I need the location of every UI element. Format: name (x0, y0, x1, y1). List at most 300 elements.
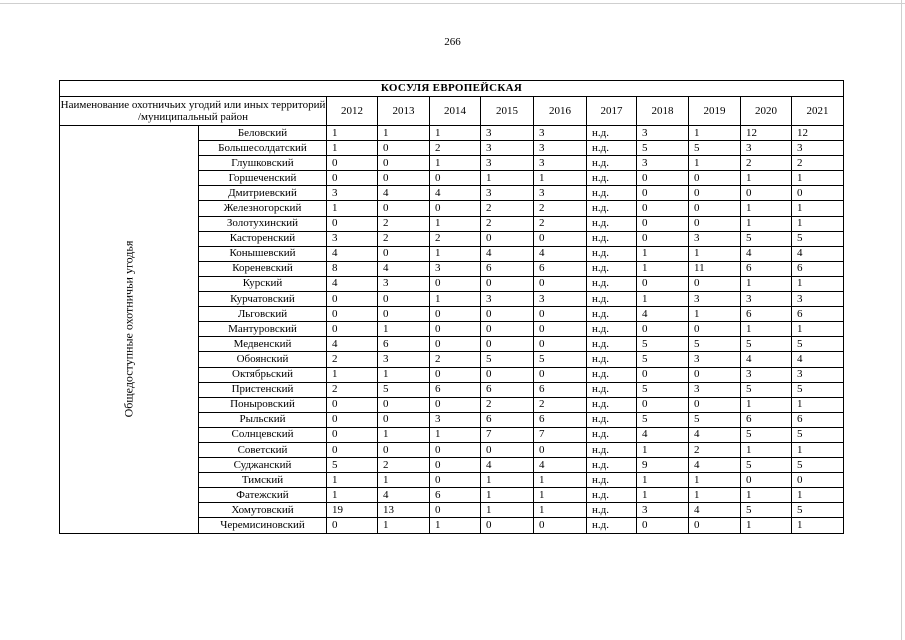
value-cell: 0 (792, 186, 844, 201)
value-cell: 0 (792, 473, 844, 488)
value-cell: 7 (534, 427, 587, 442)
value-cell: 1 (689, 126, 741, 141)
value-cell: 1 (534, 473, 587, 488)
value-cell: н.д. (587, 503, 637, 518)
district-name: Рыльский (199, 412, 327, 427)
value-cell: 4 (637, 307, 689, 322)
header-year: 2016 (534, 97, 587, 126)
value-cell: 5 (792, 231, 844, 246)
value-cell: 5 (637, 412, 689, 427)
value-cell: 1 (741, 201, 792, 216)
value-cell: 0 (430, 503, 481, 518)
district-name: Курчатовский (199, 292, 327, 307)
value-cell: н.д. (587, 473, 637, 488)
value-cell: 4 (327, 276, 378, 291)
value-cell: 1 (792, 518, 844, 533)
value-cell: 6 (534, 412, 587, 427)
value-cell: 12 (741, 126, 792, 141)
value-cell: 3 (534, 141, 587, 156)
district-name: Медвенский (199, 337, 327, 352)
value-cell: 1 (637, 246, 689, 261)
value-cell: 0 (430, 322, 481, 337)
value-cell: 4 (792, 352, 844, 367)
value-cell: 0 (637, 276, 689, 291)
value-cell: н.д. (587, 352, 637, 367)
value-cell: н.д. (587, 201, 637, 216)
value-cell: 6 (481, 261, 534, 276)
value-cell: 0 (430, 473, 481, 488)
value-cell: 1 (378, 427, 430, 442)
value-cell: 6 (481, 412, 534, 427)
value-cell: 0 (481, 518, 534, 533)
value-cell: 1 (637, 442, 689, 457)
value-cell: 4 (430, 186, 481, 201)
value-cell: 6 (741, 412, 792, 427)
value-cell: 3 (637, 156, 689, 171)
value-cell: н.д. (587, 261, 637, 276)
value-cell: н.д. (587, 141, 637, 156)
header-row (60, 97, 844, 126)
value-cell: н.д. (587, 458, 637, 473)
value-cell: 3 (327, 231, 378, 246)
value-cell: 0 (534, 367, 587, 382)
value-cell: 1 (534, 171, 587, 186)
value-cell: 1 (689, 246, 741, 261)
value-cell: 5 (792, 337, 844, 352)
value-cell: 0 (689, 397, 741, 412)
value-cell: 3 (481, 186, 534, 201)
value-cell: 6 (430, 382, 481, 397)
value-cell: 5 (481, 352, 534, 367)
value-cell: 0 (378, 156, 430, 171)
value-cell: 0 (637, 171, 689, 186)
value-cell: н.д. (587, 246, 637, 261)
value-cell: н.д. (587, 276, 637, 291)
value-cell: 0 (430, 276, 481, 291)
value-cell: 5 (637, 337, 689, 352)
value-cell: 0 (327, 156, 378, 171)
value-cell: 3 (741, 367, 792, 382)
value-cell: 1 (327, 126, 378, 141)
value-cell: 5 (741, 427, 792, 442)
value-cell: 0 (534, 337, 587, 352)
value-cell: 1 (637, 261, 689, 276)
value-cell: 4 (378, 261, 430, 276)
value-cell: 0 (481, 276, 534, 291)
value-cell: 4 (378, 488, 430, 503)
value-cell: 3 (378, 276, 430, 291)
header-year: 2017 (587, 97, 637, 126)
value-cell: 1 (792, 442, 844, 457)
value-cell: 0 (430, 442, 481, 457)
value-cell: 0 (534, 442, 587, 457)
value-cell: 7 (481, 427, 534, 442)
value-cell: 3 (792, 367, 844, 382)
header-year: 2020 (741, 97, 792, 126)
value-cell: 1 (430, 216, 481, 231)
value-cell: 1 (327, 488, 378, 503)
value-cell: 1 (792, 201, 844, 216)
value-cell: 0 (430, 458, 481, 473)
value-cell: 5 (327, 458, 378, 473)
value-cell: 4 (689, 458, 741, 473)
value-cell: 6 (430, 488, 481, 503)
district-name: Касторенский (199, 231, 327, 246)
value-cell: 4 (378, 186, 430, 201)
value-cell: 2 (430, 141, 481, 156)
value-cell: 0 (430, 201, 481, 216)
value-cell: 0 (327, 427, 378, 442)
value-cell: 1 (741, 276, 792, 291)
value-cell: 0 (378, 171, 430, 186)
value-cell: 2 (792, 156, 844, 171)
value-cell: 6 (534, 261, 587, 276)
value-cell: 2 (481, 397, 534, 412)
value-cell: 5 (741, 503, 792, 518)
value-cell: 0 (637, 216, 689, 231)
value-cell: 4 (689, 427, 741, 442)
value-cell: 1 (792, 276, 844, 291)
district-name: Железногорский (199, 201, 327, 216)
value-cell: 0 (637, 518, 689, 533)
value-cell: 2 (689, 442, 741, 457)
value-cell: 0 (481, 442, 534, 457)
value-cell: 1 (481, 171, 534, 186)
value-cell: 6 (792, 261, 844, 276)
value-cell: 1 (378, 126, 430, 141)
value-cell: 0 (481, 367, 534, 382)
value-cell: 1 (689, 488, 741, 503)
value-cell: 1 (327, 367, 378, 382)
value-cell: н.д. (587, 412, 637, 427)
value-cell: 1 (430, 292, 481, 307)
value-cell: 0 (327, 397, 378, 412)
district-name: Большесолдатский (199, 141, 327, 156)
value-cell: 0 (534, 231, 587, 246)
value-cell: 5 (689, 412, 741, 427)
value-cell: 0 (378, 307, 430, 322)
value-cell: 3 (534, 156, 587, 171)
value-cell: н.д. (587, 367, 637, 382)
value-cell: 1 (481, 473, 534, 488)
value-cell: 1 (430, 156, 481, 171)
value-cell: 0 (637, 201, 689, 216)
value-cell: 1 (792, 397, 844, 412)
value-cell: 5 (637, 352, 689, 367)
value-cell: 0 (534, 322, 587, 337)
value-cell: н.д. (587, 322, 637, 337)
roe-deer-table (59, 80, 844, 534)
value-cell: 0 (327, 518, 378, 533)
value-cell: 1 (637, 488, 689, 503)
value-cell: 1 (430, 427, 481, 442)
value-cell: 0 (481, 337, 534, 352)
value-cell: 6 (741, 307, 792, 322)
value-cell: 9 (637, 458, 689, 473)
value-cell: 0 (327, 322, 378, 337)
value-cell: 0 (327, 292, 378, 307)
value-cell: 1 (534, 488, 587, 503)
value-cell: 0 (481, 231, 534, 246)
value-cell: 3 (327, 186, 378, 201)
value-cell: 1 (741, 518, 792, 533)
value-cell: н.д. (587, 397, 637, 412)
district-name: Пристенский (199, 382, 327, 397)
value-cell: 0 (534, 276, 587, 291)
value-cell: 2 (481, 201, 534, 216)
value-cell: 3 (534, 126, 587, 141)
value-cell: 4 (327, 337, 378, 352)
district-name: Советский (199, 442, 327, 457)
value-cell: 13 (378, 503, 430, 518)
table-row (60, 126, 844, 141)
value-cell: 0 (430, 337, 481, 352)
value-cell: 1 (792, 322, 844, 337)
value-cell: 4 (741, 352, 792, 367)
value-cell: 4 (689, 503, 741, 518)
value-cell: 5 (792, 503, 844, 518)
district-name: Золотухинский (199, 216, 327, 231)
value-cell: 2 (430, 231, 481, 246)
value-cell: 4 (637, 427, 689, 442)
value-cell: 0 (741, 186, 792, 201)
value-cell: 11 (689, 261, 741, 276)
value-cell: 4 (534, 458, 587, 473)
value-cell: 0 (481, 307, 534, 322)
value-cell: н.д. (587, 216, 637, 231)
value-cell: 5 (689, 141, 741, 156)
value-cell: 12 (792, 126, 844, 141)
value-cell: 19 (327, 503, 378, 518)
value-cell: 0 (378, 246, 430, 261)
value-cell: 4 (327, 246, 378, 261)
value-cell: 3 (689, 231, 741, 246)
value-cell: 1 (430, 246, 481, 261)
value-cell: 2 (481, 216, 534, 231)
value-cell: 3 (792, 292, 844, 307)
value-cell: 0 (689, 322, 741, 337)
value-cell: н.д. (587, 427, 637, 442)
value-cell: н.д. (587, 488, 637, 503)
value-cell: 3 (792, 141, 844, 156)
value-cell: 1 (378, 367, 430, 382)
value-cell: 3 (481, 126, 534, 141)
district-name: Беловский (199, 126, 327, 141)
value-cell: н.д. (587, 126, 637, 141)
district-name: Курский (199, 276, 327, 291)
value-cell: 6 (534, 382, 587, 397)
value-cell: 1 (327, 201, 378, 216)
value-cell: 3 (534, 292, 587, 307)
value-cell: 0 (689, 367, 741, 382)
value-cell: 0 (430, 397, 481, 412)
value-cell: 0 (430, 171, 481, 186)
value-cell: 1 (481, 488, 534, 503)
value-cell: 3 (741, 292, 792, 307)
value-cell: 0 (327, 171, 378, 186)
value-cell: 4 (534, 246, 587, 261)
value-cell: 0 (430, 367, 481, 382)
value-cell: 8 (327, 261, 378, 276)
value-cell: 3 (430, 261, 481, 276)
value-cell: 1 (741, 322, 792, 337)
value-cell: 0 (689, 186, 741, 201)
value-cell: н.д. (587, 292, 637, 307)
value-cell: 0 (637, 231, 689, 246)
value-cell: 2 (378, 458, 430, 473)
value-cell: 5 (741, 382, 792, 397)
value-cell: 2 (534, 216, 587, 231)
district-name: Дмитриевский (199, 186, 327, 201)
value-cell: 0 (689, 518, 741, 533)
value-cell: 0 (378, 397, 430, 412)
title-row (60, 81, 844, 97)
value-cell: 5 (741, 458, 792, 473)
value-cell: 0 (378, 141, 430, 156)
value-cell: 1 (327, 141, 378, 156)
value-cell: н.д. (587, 186, 637, 201)
district-name: Конышевский (199, 246, 327, 261)
district-name: Кореневский (199, 261, 327, 276)
value-cell: 0 (637, 322, 689, 337)
value-cell: 5 (637, 382, 689, 397)
value-cell: 3 (689, 292, 741, 307)
value-cell: 0 (637, 367, 689, 382)
header-year: 2012 (327, 97, 378, 126)
value-cell: 4 (481, 246, 534, 261)
scan-frame-top (0, 3, 905, 4)
value-cell: 1 (741, 171, 792, 186)
value-cell: 2 (534, 397, 587, 412)
header-year: 2014 (430, 97, 481, 126)
value-cell: н.д. (587, 307, 637, 322)
header-year: 2018 (637, 97, 689, 126)
value-cell: 0 (327, 412, 378, 427)
value-cell: 1 (430, 126, 481, 141)
value-cell: 1 (637, 292, 689, 307)
value-cell: 0 (534, 518, 587, 533)
district-name: Обоянский (199, 352, 327, 367)
value-cell: 3 (689, 382, 741, 397)
value-cell: 1 (378, 473, 430, 488)
district-name: Октябрьский (199, 367, 327, 382)
value-cell: 6 (741, 261, 792, 276)
value-cell: н.д. (587, 156, 637, 171)
value-cell: 0 (637, 397, 689, 412)
district-name: Суджанский (199, 458, 327, 473)
value-cell: 0 (378, 412, 430, 427)
value-cell: 0 (327, 216, 378, 231)
value-cell: 5 (792, 458, 844, 473)
value-cell: 0 (430, 307, 481, 322)
header-year: 2015 (481, 97, 534, 126)
value-cell: 1 (689, 307, 741, 322)
value-cell: 0 (378, 292, 430, 307)
category-label: Общедоступные охотничьи угодья (121, 240, 136, 418)
value-cell: н.д. (587, 442, 637, 457)
value-cell: 1 (689, 156, 741, 171)
value-cell: н.д. (587, 231, 637, 246)
value-cell: 5 (378, 382, 430, 397)
value-cell: 6 (378, 337, 430, 352)
value-cell: 5 (741, 231, 792, 246)
value-cell: 4 (792, 246, 844, 261)
value-cell: 3 (481, 141, 534, 156)
value-cell: 3 (481, 156, 534, 171)
value-cell: н.д. (587, 382, 637, 397)
value-cell: 3 (430, 412, 481, 427)
value-cell: 1 (741, 397, 792, 412)
header-year: 2013 (378, 97, 430, 126)
value-cell: 6 (481, 382, 534, 397)
value-cell: 1 (741, 488, 792, 503)
value-cell: 3 (689, 352, 741, 367)
value-cell: 5 (741, 337, 792, 352)
value-cell: 5 (534, 352, 587, 367)
value-cell: 2 (430, 352, 481, 367)
value-cell: 3 (741, 141, 792, 156)
value-cell: 5 (637, 141, 689, 156)
value-cell: 3 (481, 292, 534, 307)
scan-frame-right (901, 0, 902, 640)
district-name: Льговский (199, 307, 327, 322)
value-cell: 0 (741, 473, 792, 488)
value-cell: н.д. (587, 337, 637, 352)
value-cell: 1 (741, 442, 792, 457)
value-cell: 1 (378, 322, 430, 337)
header-year: 2019 (689, 97, 741, 126)
value-cell: 1 (637, 473, 689, 488)
value-cell: 1 (792, 171, 844, 186)
district-name: Черемисиновский (199, 518, 327, 533)
category-cell (60, 126, 199, 534)
value-cell: 2 (327, 352, 378, 367)
value-cell: н.д. (587, 171, 637, 186)
page-number: 266 (444, 36, 461, 48)
value-cell: 3 (378, 352, 430, 367)
value-cell: 0 (689, 201, 741, 216)
header-territory-name: Наименование охотничьих угодий или иных территорий /муниципальный район (60, 97, 327, 126)
value-cell: 3 (637, 503, 689, 518)
district-name: Фатежский (199, 488, 327, 503)
header-year: 2021 (792, 97, 844, 126)
value-cell: 1 (481, 503, 534, 518)
value-cell: 1 (327, 473, 378, 488)
value-cell: 0 (689, 276, 741, 291)
district-name: Тимский (199, 473, 327, 488)
value-cell: н.д. (587, 518, 637, 533)
value-cell: 1 (430, 518, 481, 533)
value-cell: 0 (689, 171, 741, 186)
value-cell: 0 (327, 442, 378, 457)
value-cell: 0 (637, 186, 689, 201)
value-cell: 0 (327, 307, 378, 322)
district-name: Глушковский (199, 156, 327, 171)
value-cell: 0 (481, 322, 534, 337)
value-cell: 3 (534, 186, 587, 201)
district-name: Солнцевский (199, 427, 327, 442)
value-cell: 4 (481, 458, 534, 473)
value-cell: 0 (378, 201, 430, 216)
value-cell: 2 (327, 382, 378, 397)
value-cell: 1 (689, 473, 741, 488)
value-cell: 1 (792, 488, 844, 503)
value-cell: 1 (741, 216, 792, 231)
value-cell: 0 (378, 442, 430, 457)
district-name: Мантуровский (199, 322, 327, 337)
value-cell: 1 (534, 503, 587, 518)
district-name: Горшеченский (199, 171, 327, 186)
